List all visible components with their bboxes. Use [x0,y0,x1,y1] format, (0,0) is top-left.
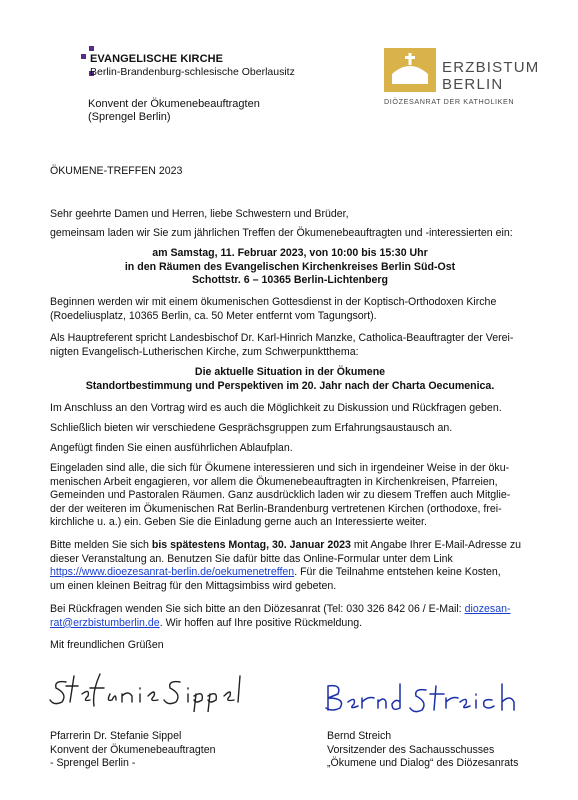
text: Bitte melden Sie sich [50,539,152,551]
signer-right-role: Vorsitzender des Sachausschusses [327,743,495,756]
org-line1: Konvent der Ökumenebeauftragten [88,98,260,110]
signer-right-unit: „Ökumene und Dialog“ des Diözesanrats [327,757,519,770]
signer-right-name: Bernd Streich [327,730,392,742]
paragraph-registration [50,539,521,593]
paragraph-plan: Angefügt finden Sie einen ausführlichen Ablaufplan. [50,442,293,454]
ekd-name: EVANGELISCHE KIRCHE [90,53,224,65]
paragraph-questions [50,603,511,630]
erzbistum-logo [384,44,540,110]
text-line: Gemeinden und Pastoralen Räumen. Ganz ausdrücklich laden wir zu diesem Treffen auch Mitglie- [50,489,511,502]
text: . Für die Teilnahme entstehen keine Kosten, [294,566,501,579]
erzbistum-church-icon [384,44,436,94]
signer-right [327,730,518,771]
email-link-part1[interactable]: diozesan- [464,603,511,615]
ekd-logo-square-left [81,54,86,59]
event-date: am Samstag, 11. Februar 2023, von 10:00 bis 15:30 Uhr [152,247,428,259]
signer-left-role: Konvent der Ökumenebeauftragten [50,743,216,756]
salutation: Sehr geehrte Damen und Herren, liebe Schwestern und Brüder, [50,208,349,220]
text-line [50,539,521,553]
ekd-logo [78,46,338,82]
signature-streich [322,680,522,720]
signer-left [50,730,216,771]
text-line: menischen Arbeit engagieren, vor allem die Ökumenebeauftragten in Kirchenkreisen, Pfarreien, [50,475,498,488]
text-line: nigten Evangelisch-Lutherischen Kirche, zum Schwerpunktthema: [50,345,359,358]
signature-sippel [44,672,244,712]
paragraph-invited [50,462,510,530]
signer-left-name: Pfarrerin Dr. Stefanie Sippel [50,730,182,742]
text-line [50,603,511,617]
erzbistum-line2: BERLIN [442,76,504,93]
paragraph-service [50,296,496,323]
invitation-line: gemeinsam laden wir Sie zum jährlichen Treffen der Ökumenebeauftragten und -interessierten ein: [50,227,513,239]
event-venue: in den Räumen des Evangelischen Kirchenkreises Berlin Süd-Ost [124,260,456,273]
erzbistum-line1: ERZBISTUM [442,59,540,76]
paragraph-speaker [50,332,513,359]
registration-link[interactable]: https://www.dioezesanrat-berlin.de/oekumenetreffen [50,566,295,579]
text: Bei Rückfragen wenden Sie sich bitte an den Diözesanrat (Tel: 030 326 842 06 / E-Mail: [50,603,465,615]
text-line [50,617,511,631]
text: mit Angabe Ihrer E-Mail-Adresse zu [350,539,522,551]
theme-line2: Standortbestimmung und Perspektiven im 20. Jahr nach der Charta Oecumenica. [85,379,495,392]
text-line: Als Hauptreferent spricht Landesbischof Dr. Karl-Hinrich Manzke, Catholica-Beauftragter der Verei- [50,332,514,344]
theme [50,366,530,393]
event-details [50,247,530,288]
text-line: kirchliche u. a.) ein. Geben Sie die Einladung gerne auch an Interessierte weiter. [50,516,427,529]
ekd-subtitle: Berlin-Brandenburg-schlesische Oberlausitz [90,66,295,78]
erzbistum-subtitle: DIÖZESANRAT DER KATHOLIKEN [384,97,515,106]
text-line [50,566,521,580]
text-line: Beginnen werden wir mit einem ökumenischen Gottesdienst in der Koptisch-Orthodoxen Kirche [50,296,497,308]
event-address: Schottstr. 6 – 10365 Berlin-Lichtenberg [191,274,389,287]
closing: Mit freundlichen Grüßen [50,639,164,651]
text-line: Eingeladen sind alle, die sich für Ökumene interessieren und sich in irgendeiner Weise in der öku- [50,462,510,474]
text: . Wir hoffen auf Ihre positive Rückmeldung. [159,616,363,629]
text-line: der der weiteren im Ökumenischen Rat Berlin-Brandenburg vertretenen Kirchen (orthodoxe, frei- [50,502,502,515]
document-title: ÖKUMENE-TREFFEN 2023 [50,165,183,177]
paragraph-discussion: Im Anschluss an den Vortrag wird es auch die Möglichkeit zu Diskussion und Rückfragen geben. [50,402,502,414]
org-line2: (Sprengel Berlin) [88,111,171,123]
paragraph-groups: Schließlich bieten wir verschiedene Gesprächsgruppen zum Erfahrungsaustausch an. [50,422,453,434]
theme-line1: Die aktuelle Situation in der Ökumene [194,366,386,378]
text-line: (Roedeliusplatz, 10365 Berlin, ca. 50 Meter entfernt vom Tagungsort). [50,309,377,322]
text-line: dieser Veranstaltung an. Benutzen Sie dafür bitte das Online-Formular unter dem Link [50,552,453,565]
registration-deadline: bis spätestens Montag, 30. Januar 2023 [151,539,351,551]
text-line: um einen kleinen Beitrag für den Mittagsimbiss wird gebeten. [50,579,337,592]
signer-left-unit: - Sprengel Berlin - [50,757,136,770]
ekd-logo-square-top [89,46,94,51]
email-link-part2[interactable]: rat@erzbistumberlin.de [50,616,160,629]
